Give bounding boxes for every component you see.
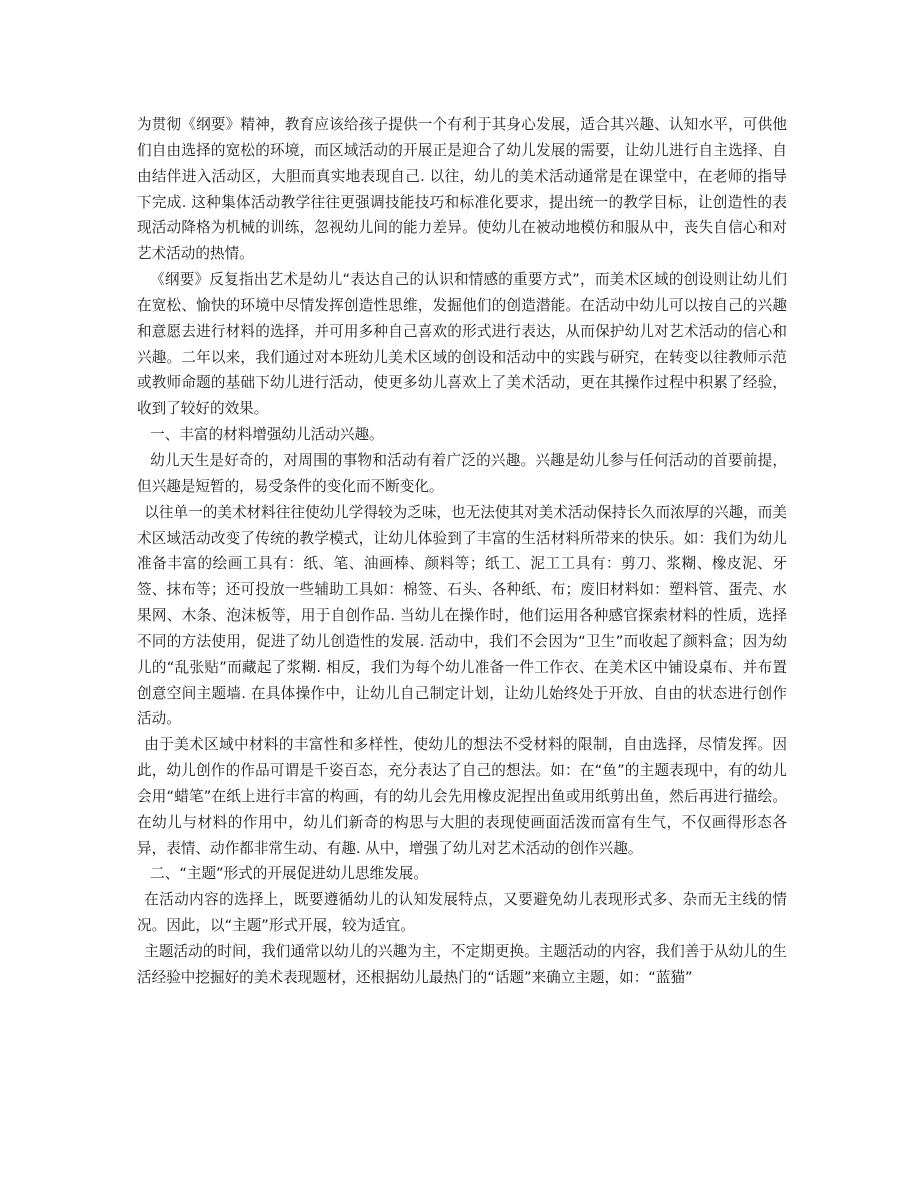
paragraph-materials-examples: 以往单一的美术材料往往使幼儿学得较为乏味，也无法使其对美术活动保持长久而浓厚的兴趣，而美术区域活动改变了传统的教学模式，让幼儿体验到了丰富的生活材料所带来的快乐。如：我们为幼儿准备丰富的绘画工具有：纸、笔、油画棒、颜料等；纸工、泥工工具有：剪刀、浆糊、橡皮泥、牙签、抹布等；还可投放一些辅助工具如：棉签、石头、各种纸、布；废旧材料如：塑料管、蛋壳、水果网、木条、泡沫板等，用于自创作品. 当幼儿在操作时，他们运用各种感官探索材料的性质，选择不同的方法使用，促进了幼儿创造性的发展. 活动中，我们不会因为“卫生”而收起了颜料盒；因为幼儿的“乱张贴”而藏起了浆糊. 相反，我们为每个幼儿准备一件工作衣、在美术区中铺设桌布、并布置创意空间主题墙. 在具体操作中，让幼儿自己制定计划，让幼儿始终处于开放、自由的状态进行创作活动。 (137, 503, 787, 728)
section-heading-materials: 一、丰富的材料增强幼儿活动兴趣。 (150, 426, 384, 444)
paragraph-intro: 为贯彻《纲要》精神，教育应该给孩子提供一个有利于其身心发展，适合其兴趣、认知水平，可供他们自由选择的宽松的环境，而区域活动的开展正是迎合了幼儿发展的需要，让幼儿进行自主选择、自由结伴进入活动区，大胆而真实地表现自己. 以往，幼儿的美术活动通常是在课堂中，在老师的指导下完成. 这种集体活动教学往往更强调技能技巧和标准化要求，提出统一的教学目标，让创造性的表现活动降格为机械的训练，忽视幼儿间的能力差异。使幼儿在被动地模仿和服从中，丧失自信心和对艺术活动的热情。 (137, 116, 787, 263)
paragraph-outline-art: 《纲要》反复指出艺术是幼儿“表达自己的认识和情感的重要方式”，而美术区域的创设则让幼儿们在宽松、愉快的环境中尽情发挥创造性思维，发掘他们的创造潜能。在活动中幼儿可以按自己的兴趣和意愿去进行材料的选择，并可用多种自己喜欢的形式进行表达，从而保护幼儿对艺术活动的信心和兴趣。二年以来，我们通过对本班幼儿美术区域的创设和活动中的实践与研究，在转变以往教师示范或教师命题的基础下幼儿进行活动，使更多幼儿喜欢上了美术活动，更在其操作过程中积累了经验，收到了较好的效果。 (137, 271, 787, 418)
document-body (137, 112, 787, 991)
paragraph-theme-timing: 主题活动的时间，我们通常以幼儿的兴趣为主，不定期更换。主题活动的内容，我们善于从幼儿的生活经验中挖掘好的美术表现题材，还根据幼儿最热门的“话题”来确立主题，如：“蓝猫” (137, 943, 787, 986)
section-heading-theme: 二、“主题”形式的开展促进幼儿思维发展。 (150, 865, 428, 883)
paragraph-curiosity: 幼儿天生是好奇的，对周围的事物和活动有着广泛的兴趣。兴趣是幼儿参与任何活动的首要前提，但兴趣是短暂的，易受条件的变化而不断变化。 (137, 451, 787, 495)
paragraph-content-selection: 在活动内容的选择上，既要遵循幼儿的认知发展特点，又要避免幼儿表现形式多、杂而无主线的情况。因此，以“主题”形式开展，较为适宜。 (137, 891, 787, 935)
paragraph-materials-diversity: 由于美术区域中材料的丰富性和多样性，使幼儿的想法不受材料的限制，自由选择，尽情发挥。因此，幼儿创作的作品可谓是千姿百态，充分表达了自己的想法。如：在“鱼”的主题表现中，有的幼儿会用“蜡笔”在纸上进行丰富的构画，有的幼儿会先用橡皮泥捏出鱼或用纸剪出鱼，然后再进行描绘。在幼儿与材料的作用中，幼儿们新奇的构思与大胆的表现使画面活泼而富有生气，不仅画得形态各异，表情、动作都非常生动、有趣. 从中，增强了幼儿对艺术活动的创作兴趣。 (137, 736, 787, 857)
